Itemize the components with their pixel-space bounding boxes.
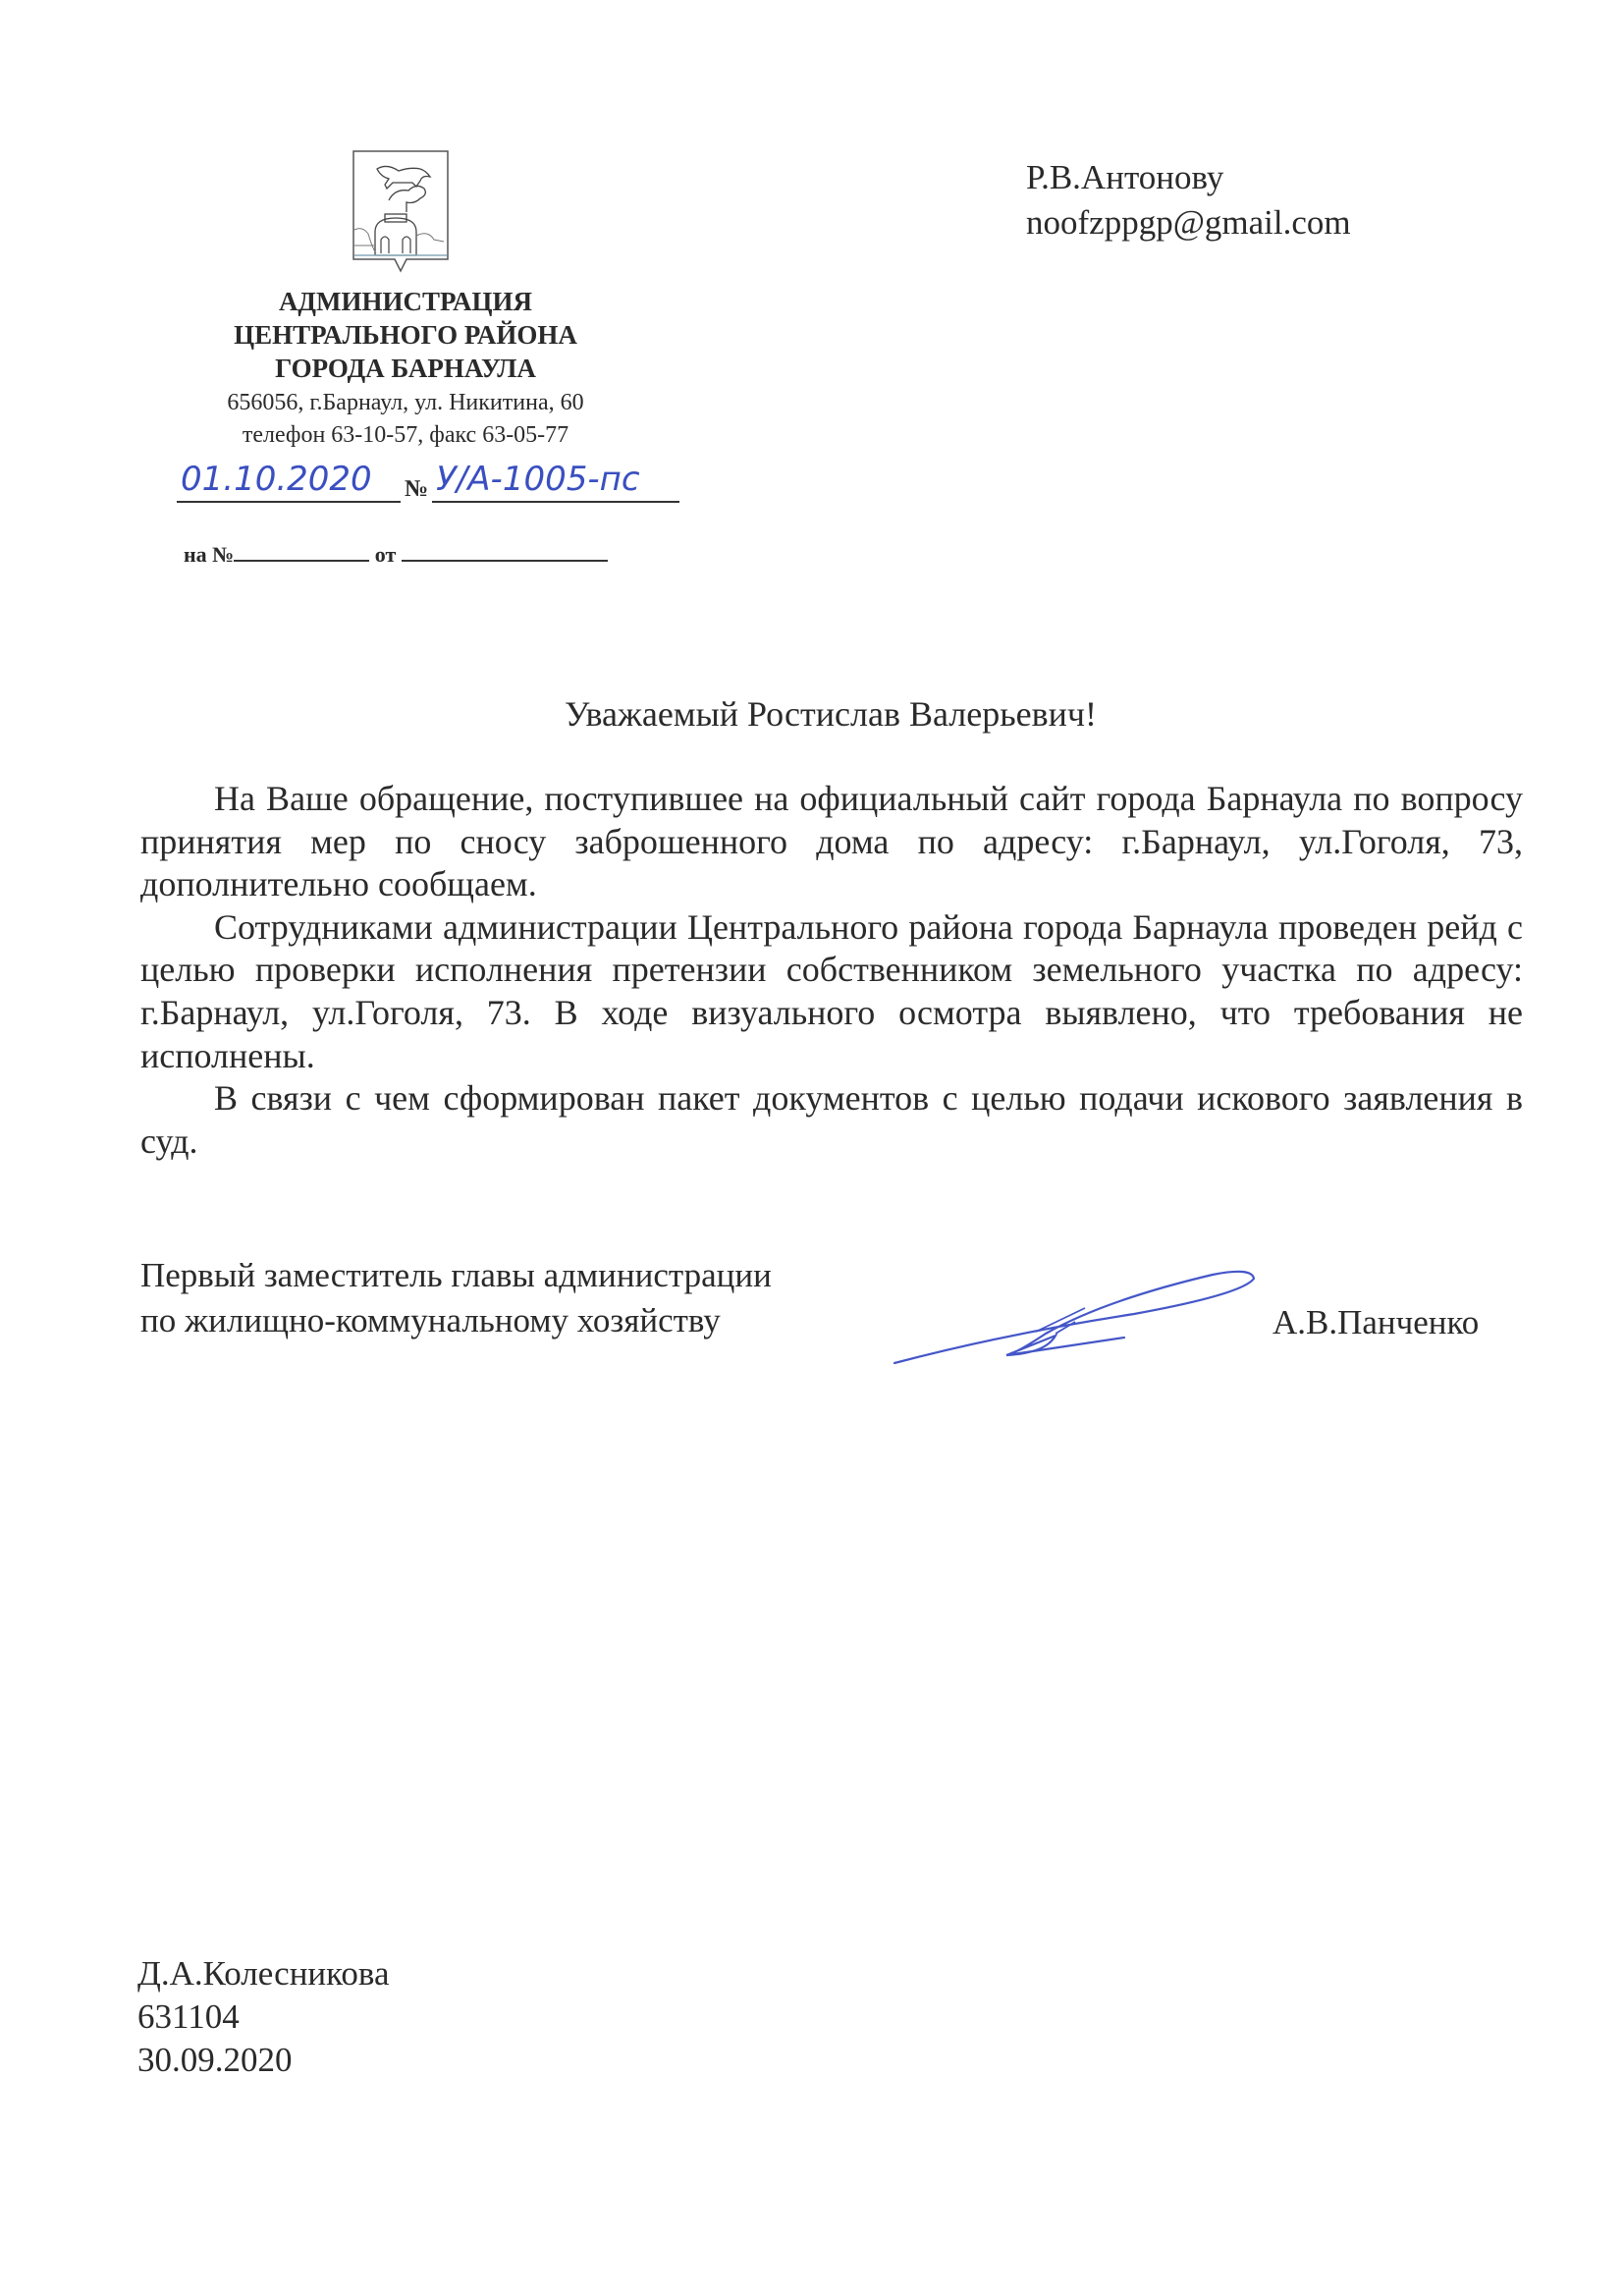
reg-date-field — [177, 462, 401, 503]
greeting: Уважаемый Ростислав Валерьевич! — [565, 694, 1097, 734]
position-line: по жилищно-коммунальному хозяйству — [140, 1301, 721, 1339]
ref-from-label: от — [374, 542, 397, 567]
signatory-position — [140, 1253, 772, 1343]
ref-label: на № — [184, 542, 235, 567]
executor-phone: 631104 — [137, 1997, 240, 2036]
paragraph: На Ваше обращение, поступившее на официальный сайт города Барнаула по вопросу принятия мер по сносу заброшенного дома по адресу: г.Барнаул, ул.Гоголя, 73, дополнительно сообщаем. — [140, 779, 1523, 904]
organization-contacts — [147, 387, 664, 452]
recipient-block — [1026, 155, 1351, 246]
signatory-name: А.В.Панченко — [1272, 1303, 1480, 1341]
ref-date-blank — [402, 560, 608, 562]
organization-name — [147, 285, 664, 385]
org-line: ЦЕНТРАЛЬНОГО РАЙОНА — [234, 320, 577, 350]
letter-body — [140, 778, 1523, 1163]
recipient-email: noofzppgp@gmail.com — [1026, 203, 1351, 242]
org-line: АДМИНИСТРАЦИЯ — [278, 287, 533, 316]
org-phone: телефон 63-10-57, факс 63-05-77 — [242, 422, 569, 448]
coat-of-arms-emblem — [350, 149, 452, 281]
reg-number-field — [432, 462, 679, 503]
reference-line — [184, 542, 608, 568]
executor-name: Д.А.Колесникова — [137, 1954, 390, 1993]
handwritten-signature — [889, 1265, 1262, 1375]
position-line: Первый заместитель главы администрации — [140, 1256, 772, 1294]
org-address: 656056, г.Барнаул, ул. Никитина, 60 — [227, 390, 584, 415]
reg-date: 01.10.2020 — [181, 460, 372, 499]
org-line: ГОРОДА БАРНАУЛА — [275, 354, 536, 383]
registration-line — [177, 462, 679, 503]
reg-number: У/А-1005-пс — [436, 460, 640, 499]
recipient-name: Р.В.Антонову — [1026, 158, 1224, 196]
executor-date: 30.09.2020 — [137, 2041, 293, 2079]
executor-block — [137, 1952, 389, 2082]
paragraph: Сотрудниками администрации Центрального района города Барнаула проведен рейд с целью проверки исполнения претензии собственником земельного участка по адресу: г.Барнаул, ул.Гоголя, 73. В ходе визуального осмотра выявлено, что требования не исполнены. — [140, 906, 1523, 1075]
ref-number-blank — [234, 560, 369, 562]
paragraph: В связи с чем сформирован пакет документов с целью подачи искового заявления в суд. — [140, 1078, 1523, 1161]
number-sign: № — [405, 476, 429, 502]
